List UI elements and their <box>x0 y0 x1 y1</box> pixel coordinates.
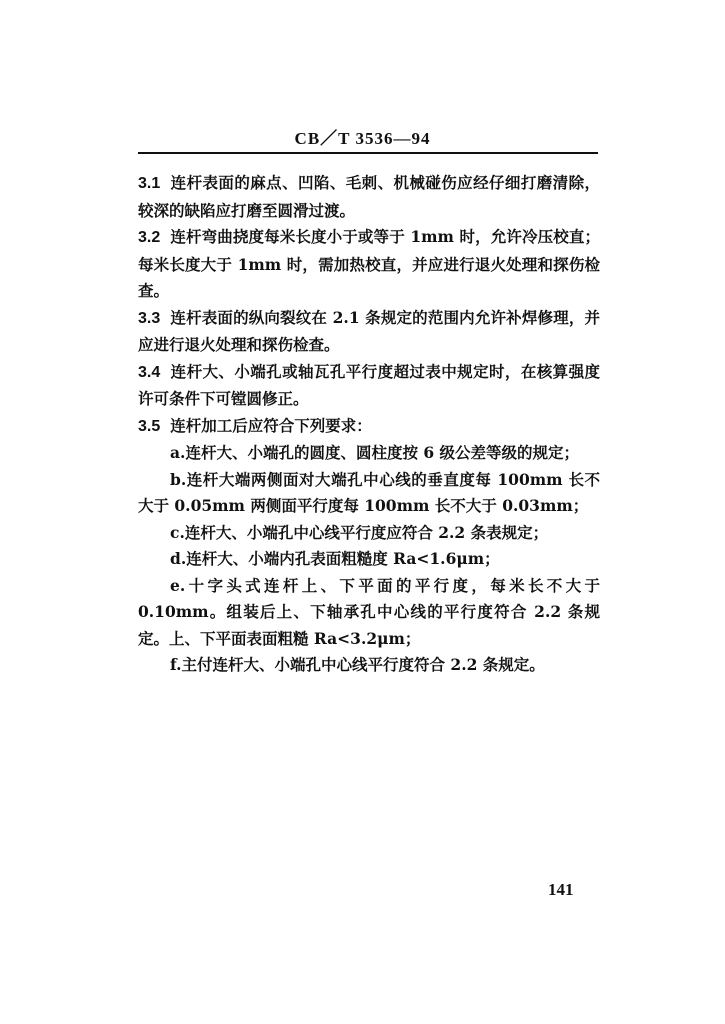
list-item-a: a.连杆大、小端孔的圆度、圆柱度按 6 级公差等级的规定； <box>170 443 580 462</box>
clause-text: 连杆弯曲挠度每米长度小于或等于 1mm 时，允许冷压校直；每米长度大于 1mm 时，需加热校直，并应进行退火处理和探伤检查。 <box>138 227 600 300</box>
list-item-f: f.主付连杆大、小端孔中心线平行度符合 2.2 条规定。 <box>170 655 545 674</box>
clause-3-5 <box>138 413 600 441</box>
clause-text: 连杆表面的麻点、凹陷、毛刺、机械碰伤应经仔细打磨清除，较深的缺陷应打磨至圆滑过渡。 <box>138 173 600 220</box>
clause-3-3 <box>138 305 600 359</box>
clause-3-2 <box>138 224 600 305</box>
clause-number: 3.3 <box>138 309 161 327</box>
body-text <box>138 170 600 679</box>
standard-code-header: CB／T 3536—94 <box>294 129 431 148</box>
clause-text: 连杆表面的纵向裂纹在 2.1 条规定的范围内允许补焊修理，并应进行退火处理和探伤检查。 <box>138 307 600 354</box>
list-item-c: c.连杆大、小端孔中心线平行度应符合 2.2 条表规定； <box>170 522 549 542</box>
header-rule <box>138 152 598 154</box>
list-item-d: d.连杆大、小端内孔表面粗糙度 Ra<1.6μm； <box>170 549 500 568</box>
clause-number: 3.5 <box>138 417 161 435</box>
clause-3-4 <box>138 359 600 413</box>
clause-text: 连杆大、小端孔或轴瓦孔平行度超过表中规定时，在核算强度许可条件下可镗圆修正。 <box>138 361 600 408</box>
clause-text: 连杆加工后应符合下列要求： <box>170 415 372 435</box>
clause-3-1 <box>138 170 600 224</box>
clause-number: 3.2 <box>138 229 161 246</box>
list-item-b: b.连杆大端两侧面对大端孔中心线的垂直度每 100mm 长不大于 0.05mm 两侧面平行度每 100mm 长不大于 0.03mm； <box>138 469 600 515</box>
clause-number: 3.1 <box>138 175 161 192</box>
list-item-e: e.十字头式连杆上、下平面的平行度，每米长不大于 0.10mm。组装后上、下轴承孔中心线的平行度符合 2.2 条规定。上、下平面表面粗糙 Ra<3.2μm； <box>138 575 600 648</box>
clause-number: 3.4 <box>138 363 161 381</box>
page-number: 141 <box>548 880 574 899</box>
